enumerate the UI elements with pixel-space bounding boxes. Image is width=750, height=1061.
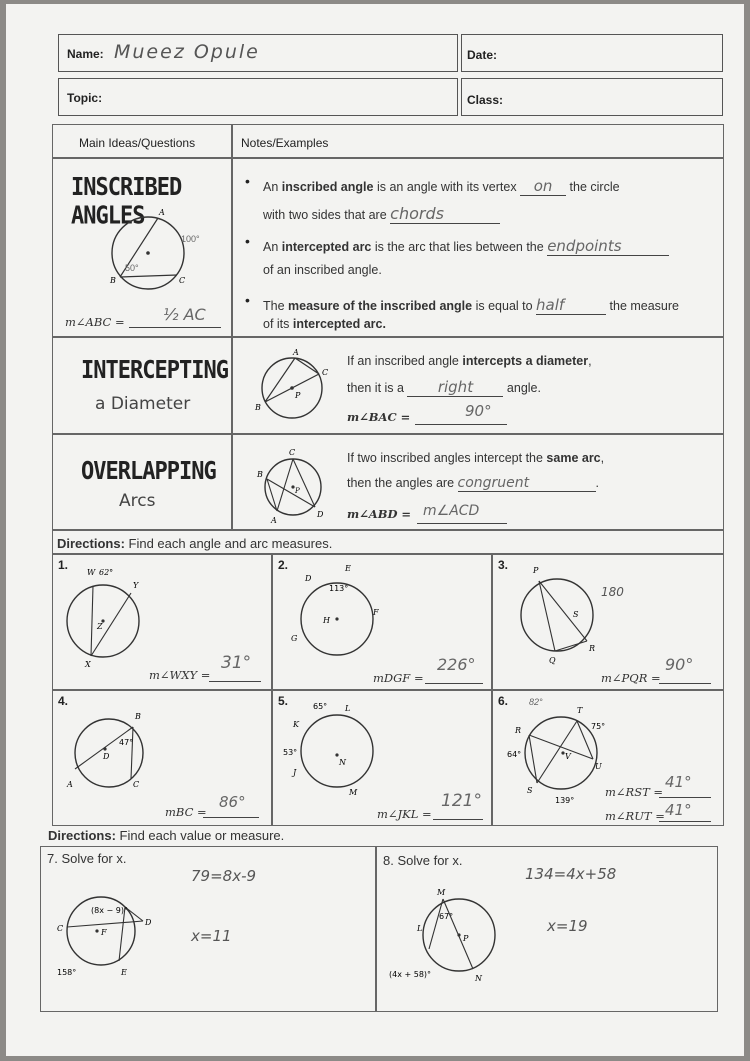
svg-text:D: D xyxy=(317,510,324,519)
svg-text:B: B xyxy=(257,470,263,479)
svg-text:82°: 82° xyxy=(529,697,543,707)
svg-text:L: L xyxy=(417,924,423,933)
problem-2-diagram xyxy=(287,565,397,665)
topic-label: Topic: xyxy=(67,91,103,105)
problem-4-answer: 86° xyxy=(219,793,246,811)
svg-text:T: T xyxy=(577,706,583,715)
inscribed-left-cell xyxy=(52,158,232,337)
intercepting-right-cell xyxy=(232,337,724,434)
overlapping-title: OVERLAPPING xyxy=(81,457,216,486)
col-header-right xyxy=(232,124,724,158)
inscribed-diagram xyxy=(103,207,213,307)
intercepting-sub: a Diameter xyxy=(95,394,191,414)
problem-3-diagram xyxy=(509,565,609,665)
svg-text:A: A xyxy=(293,348,299,357)
directions-2: Directions: Find each value or measure. xyxy=(48,828,285,843)
intercepting-title: INTERCEPTING xyxy=(81,356,228,385)
overlapping-formula-value: m∠ACD xyxy=(423,503,480,519)
svg-text:67°: 67° xyxy=(439,912,454,921)
svg-text:Q: Q xyxy=(549,656,556,665)
svg-text:65°: 65° xyxy=(313,702,328,711)
problem-7-result: x=11 xyxy=(191,927,232,945)
svg-text:C: C xyxy=(57,924,64,933)
svg-text:B: B xyxy=(110,276,116,285)
problem-2-answer: 226° xyxy=(437,655,476,674)
svg-text:P: P xyxy=(533,566,539,575)
svg-text:N: N xyxy=(339,758,346,767)
svg-text:H: H xyxy=(323,616,330,625)
problem-7-work: 79=8x-9 xyxy=(191,867,257,885)
svg-text:B: B xyxy=(135,712,141,721)
inscribed-right-cell: • An inscribed angle is an angle with its vertex on the circle with two sides that are chords • An intercepted arc is the arc that lies between the endpoints of an inscribed angle. • The measure of the inscribed angle is equal to half the measure of its intercepted arc. xyxy=(232,158,724,337)
svg-text:K: K xyxy=(293,720,299,729)
svg-text:S: S xyxy=(527,786,533,795)
overlapping-right-cell xyxy=(232,434,724,530)
svg-text:62°: 62° xyxy=(99,568,114,577)
problem-4-diagram xyxy=(65,703,165,803)
svg-text:(8x − 9)°: (8x − 9)° xyxy=(91,906,128,915)
svg-text:F: F xyxy=(373,608,379,617)
svg-text:139°: 139° xyxy=(555,796,575,805)
name-box xyxy=(58,34,458,72)
svg-text:C: C xyxy=(322,368,329,377)
svg-text:F: F xyxy=(101,928,107,937)
problem-7: 7. Solve for x. C D F E (8x − 9)° 158° 79=8x-9 x=11 xyxy=(40,846,376,1012)
svg-text:X: X xyxy=(85,660,91,669)
svg-text:C: C xyxy=(133,780,140,789)
overlapping-line-2: then the angles are congruent . xyxy=(347,475,599,491)
problem-1-diagram xyxy=(65,565,165,675)
problem-2: 2. D E F G H 113° mDGF = 226° xyxy=(272,554,492,690)
col-header-right-text: Notes/Examples xyxy=(241,136,329,150)
problem-5: 5. 65° L K 53° J N M m∠JKL = 121° xyxy=(272,690,492,826)
intercepting-line-1: If an inscribed angle intercepts a diameter, xyxy=(347,354,592,368)
overlapping-sub: Arcs xyxy=(119,491,156,511)
svg-text:W: W xyxy=(87,568,96,577)
svg-text:G: G xyxy=(291,634,298,643)
svg-text:M: M xyxy=(349,788,358,797)
problem-6-answer-2: 41° xyxy=(665,801,692,819)
name-label: Name: xyxy=(67,47,104,61)
svg-text:64°: 64° xyxy=(507,750,522,759)
topic-box xyxy=(58,78,458,116)
problem-7-diagram xyxy=(49,887,159,987)
problem-8-result: x=19 xyxy=(547,917,588,935)
inscribed-angle-label: 50° xyxy=(125,263,139,273)
problem-6: 6. 82° T R 64° 75° U S V 139° m∠RST = 41° m∠RUT = 41° xyxy=(492,690,724,826)
class-box xyxy=(461,78,723,116)
worksheet-page xyxy=(6,4,744,1056)
svg-text:P: P xyxy=(295,391,301,400)
svg-text:A: A xyxy=(67,780,73,789)
col-header-left xyxy=(52,124,232,158)
name-value: Mueez Opule xyxy=(114,41,260,63)
svg-text:L: L xyxy=(345,704,351,713)
svg-text:D: D xyxy=(305,574,312,583)
svg-text:Y: Y xyxy=(133,581,139,590)
problem-8-diagram xyxy=(383,885,503,995)
problem-3-answer: 90° xyxy=(665,655,694,674)
directions-1-bar: Directions: Find each angle and arc measures. xyxy=(52,530,724,554)
svg-text:53°: 53° xyxy=(283,748,298,757)
problem-1: 1. W 62° Y X Z m∠WXY = 31° xyxy=(52,554,272,690)
inscribed-title: INSCRIBED ANGLES xyxy=(71,173,182,231)
problem-4: 4. B A C D 47° mBC = 86° xyxy=(52,690,272,826)
svg-text:R: R xyxy=(589,644,596,653)
col-header-left-text: Main Ideas/Questions xyxy=(79,136,196,150)
svg-text:A: A xyxy=(159,208,165,217)
svg-text:J: J xyxy=(293,768,297,777)
svg-text:P: P xyxy=(463,934,469,943)
overlapping-diagram xyxy=(249,441,339,531)
inscribed-bullet-2: An intercepted arc is the arc that lies between the endpoints xyxy=(263,237,669,256)
overlapping-left-cell xyxy=(52,434,232,530)
class-label: Class: xyxy=(467,93,504,107)
inscribed-bullet-3: The measure of the inscribed angle is equal to half the measure xyxy=(263,296,680,314)
problem-3: 3. P R Q S 180 m∠PQR = 90° xyxy=(492,554,724,690)
svg-text:N: N xyxy=(475,974,482,983)
svg-text:B: B xyxy=(255,403,261,412)
svg-text:A: A xyxy=(271,516,277,525)
svg-text:D: D xyxy=(145,918,152,927)
intercepting-diagram xyxy=(247,348,337,428)
inscribed-bullet-1: An inscribed angle is an angle with its vertex on the circle xyxy=(263,177,620,195)
intercepting-line-2: then it is a right angle. xyxy=(347,378,541,396)
svg-text:P: P xyxy=(295,487,300,495)
svg-text:Z: Z xyxy=(97,622,103,631)
svg-text:E: E xyxy=(121,968,127,977)
problem-5-answer: 121° xyxy=(441,791,482,811)
svg-text:S: S xyxy=(573,610,579,619)
svg-text:E: E xyxy=(345,564,351,573)
intercepting-left-cell xyxy=(52,337,232,434)
svg-text:(4x + 58)°: (4x + 58)° xyxy=(389,970,432,979)
svg-text:U: U xyxy=(595,762,602,771)
svg-text:D: D xyxy=(103,752,110,761)
intercepting-formula-value: 90° xyxy=(465,402,492,420)
svg-text:113°: 113° xyxy=(329,584,349,593)
problem-6-diagram xyxy=(507,697,617,807)
problem-6-answer-1: 41° xyxy=(665,773,692,791)
svg-text:M: M xyxy=(437,888,446,897)
problem-8: 8. Solve for x. M L N P 67° (4x + 58)° 134=4x+58 x=19 xyxy=(376,846,718,1012)
svg-text:75°: 75° xyxy=(591,722,606,731)
svg-text:C: C xyxy=(179,276,186,285)
problem-3-note: 180 xyxy=(601,585,624,599)
inscribed-formula-label: m∠ABC = xyxy=(65,315,125,329)
inscribed-formula-value: ½ AC xyxy=(163,305,206,324)
problem-5-diagram xyxy=(283,697,393,807)
svg-text:C: C xyxy=(289,448,296,457)
inscribed-arc-label: 100° xyxy=(181,234,200,244)
problem-1-answer: 31° xyxy=(221,653,252,673)
overlapping-formula-label: m∠ABD = xyxy=(347,507,412,521)
overlapping-line-1: If two inscribed angles intercept the same arc, xyxy=(347,451,605,465)
svg-text:47°: 47° xyxy=(119,738,134,747)
date-label: Date: xyxy=(467,48,498,62)
svg-text:V: V xyxy=(565,752,571,761)
intercepting-formula-label: m∠BAC = xyxy=(347,410,411,424)
problem-8-work: 134=4x+58 xyxy=(525,865,617,883)
date-box xyxy=(461,34,723,72)
svg-text:158°: 158° xyxy=(57,968,77,977)
svg-text:R: R xyxy=(515,726,522,735)
